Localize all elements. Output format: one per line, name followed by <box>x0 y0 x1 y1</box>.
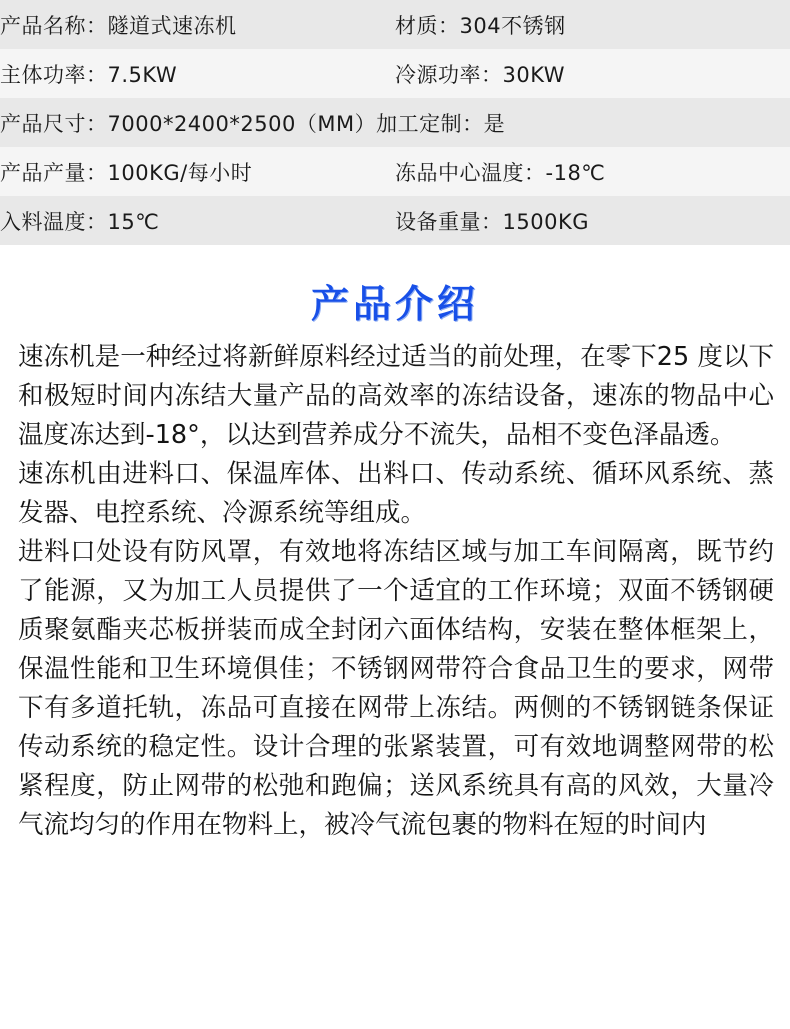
spec-cell-right <box>395 0 790 49</box>
spec-value: 304不锈钢 <box>459 13 566 38</box>
table-row <box>0 0 790 49</box>
spec-label: 材质： <box>395 13 460 38</box>
paragraph: 进料口处设有防风罩，有效地将冻结区域与加工车间隔离，既节约了能源，又为加工人员提供了一个适宜的工作环境；双面不锈钢硬质聚氨酯夹芯板拼装而成全封闭六面体结构，安装在整体框架上，保温性能和卫生环境俱佳；不锈钢网带符合食品卫生的要求，网带下有多道托轨，冻品可直接在网带上冻结。两侧的不锈钢链条保证传动系统的稳定性。设计合理的张紧装置，可有效地调整网带的松紧程度，防止网带的松弛和跑偏；送风系统具有高的风效，大量冷气流均匀的作用在物料上，被冷气流包裹的物料在短的时间内 <box>18 537 774 840</box>
table-row <box>0 147 790 196</box>
spec-value: 15℃ <box>107 209 160 234</box>
spec-label: 冻品中心温度： <box>395 160 546 185</box>
spec-value: 7.5KW <box>107 62 178 87</box>
spec-label: 设备重量： <box>395 209 503 234</box>
page-title: 产品介绍 <box>310 282 479 326</box>
spec-value: 1500KG <box>502 209 589 234</box>
table-row <box>0 196 790 245</box>
specification-table <box>0 0 790 245</box>
spec-label: 产品名称： <box>0 13 108 38</box>
spec-cell-left <box>0 196 395 245</box>
spec-cell-left <box>0 49 395 98</box>
spec-cell-right <box>395 196 790 245</box>
paragraph: 速冻机由进料口、保温库体、出料口、传动系统、循环风系统、蒸发器、电控系统、冷源系统等组成。 <box>18 459 774 528</box>
spec-cell-left <box>0 147 395 196</box>
spec-value: -18℃ <box>545 160 606 185</box>
table-row <box>0 49 790 98</box>
spec-cell-full: 产品尺寸：7000*2400*2500（MM）加工定制：是 <box>0 111 506 136</box>
spec-label: 冷源功率： <box>395 62 503 87</box>
spec-value: 30KW <box>502 62 566 87</box>
spec-label: 产品产量： <box>0 160 108 185</box>
product-description <box>0 338 790 845</box>
spec-cell-right <box>395 147 790 196</box>
table-row <box>0 98 790 147</box>
spec-value: 100KG/每小时 <box>107 160 253 185</box>
spec-value: 隧道式速冻机 <box>107 13 237 38</box>
spec-cell-right <box>395 49 790 98</box>
spec-label: 入料温度： <box>0 209 108 234</box>
section-header <box>0 273 790 328</box>
spec-label: 主体功率： <box>0 62 108 87</box>
paragraph: 速冻机是一种经过将新鲜原料经过适当的前处理，在零下25 度以下和极短时间内冻结大量产品的高效率的冻结设备，速冻的物品中心温度冻达到-18°，以达到营养成分不流失，品相不变色泽晶透。 <box>18 342 774 450</box>
spec-cell-left <box>0 0 395 49</box>
